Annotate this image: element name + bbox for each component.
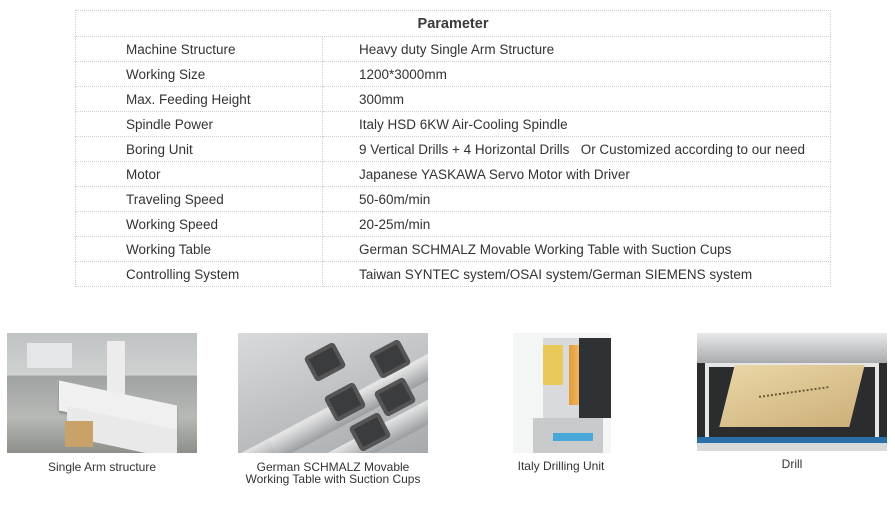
- table-row: [76, 137, 831, 162]
- table-row: [76, 112, 831, 137]
- photo-caption: Single Arm structure: [47, 460, 157, 474]
- row-label: Working Table: [76, 237, 323, 262]
- row-label: Spindle Power: [76, 112, 323, 137]
- gallery-item-drilling-unit: [466, 333, 656, 472]
- table-row: [76, 237, 831, 262]
- row-value: Heavy duty Single Arm Structure: [323, 37, 831, 62]
- table-header-row: [76, 11, 831, 37]
- gallery-item-drill: [697, 333, 887, 470]
- row-value: 50-60m/min: [323, 187, 831, 212]
- row-label: Working Size: [76, 62, 323, 87]
- row-value: 20-25m/min: [323, 212, 831, 237]
- row-value: 1200*3000mm: [323, 62, 831, 87]
- table-row: [76, 262, 831, 287]
- gallery-item-single-arm: [7, 333, 197, 473]
- drill-photo: [697, 333, 887, 451]
- photo-caption: Drill: [781, 457, 803, 471]
- row-label: Motor: [76, 162, 323, 187]
- row-value: Japanese YASKAWA Servo Motor with Driver: [323, 162, 831, 187]
- row-label: Working Speed: [76, 212, 323, 237]
- row-label: Boring Unit: [76, 137, 323, 162]
- table-row: [76, 62, 831, 87]
- row-label: Machine Structure: [76, 37, 323, 62]
- single-arm-photo: [7, 333, 197, 453]
- table-row: [76, 37, 831, 62]
- row-value: Italy HSD 6KW Air-Cooling Spindle: [323, 112, 831, 137]
- table-row: [76, 187, 831, 212]
- photo-caption: Italy Drilling Unit: [517, 459, 605, 473]
- photo-caption: German SCHMALZ Movable Working Table with Suction Cups: [245, 460, 421, 486]
- row-label: Controlling System: [76, 262, 323, 287]
- row-label: Traveling Speed: [76, 187, 323, 212]
- table-row: [76, 87, 831, 112]
- gallery-item-suction-table: [238, 333, 428, 485]
- row-value: 300mm: [323, 87, 831, 112]
- row-value: Taiwan SYNTEC system/OSAI system/German SIEMENS system: [323, 262, 831, 287]
- suction-table-photo: [238, 333, 428, 453]
- table-row: [76, 162, 831, 187]
- row-value: 9 Vertical Drills + 4 Horizontal Drills Or Customized according to our need: [323, 137, 831, 162]
- table-row: [76, 212, 831, 237]
- row-value: German SCHMALZ Movable Working Table with Suction Cups: [323, 237, 831, 262]
- parameter-table: [75, 10, 831, 287]
- table-title: Parameter: [76, 11, 831, 37]
- row-label: Max. Feeding Height: [76, 87, 323, 112]
- drilling-unit-photo: [513, 333, 611, 453]
